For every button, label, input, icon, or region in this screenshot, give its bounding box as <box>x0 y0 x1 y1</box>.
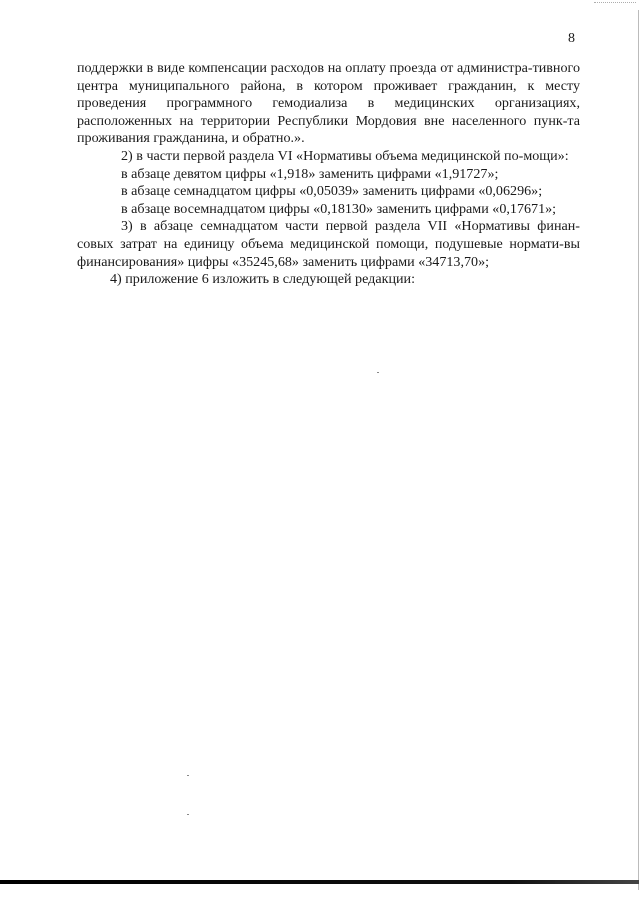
paragraph-item-2: 2) в части первой раздела VI «Нормативы объема медицинской по-мощи»: <box>121 147 569 164</box>
scan-bottom-edge <box>0 880 639 884</box>
document-body <box>77 60 580 289</box>
paragraph-item-3: 3) в абзаце семнадцатом части первой раздела VII «Нормативы финан-совых затрат на единицу объема медицинской помощи, подушевые нормати-вы финансирования» цифры «35245,68» заменить цифрами «34713,70»; <box>77 218 580 270</box>
scan-speck <box>187 775 189 776</box>
page-number: 8 <box>568 31 575 46</box>
scan-corner-mark <box>594 2 636 9</box>
scan-speck <box>377 372 379 373</box>
paragraph-amendment-eighteenth: в абзаце восемнадцатом цифры «0,18130» заменить цифрами «0,17671»; <box>121 200 557 217</box>
scan-speck <box>187 814 189 815</box>
paragraph-amendment-ninth: в абзаце девятом цифры «1,918» заменить цифрами «1,91727»; <box>121 165 499 182</box>
paragraph-item-4: 4) приложение 6 изложить в следующей редакции: <box>110 271 415 288</box>
paragraph-amendment-seventeenth: в абзаце семнадцатом цифры «0,05039» заменить цифрами «0,06296»; <box>121 183 543 200</box>
paragraph-continuation: поддержки в виде компенсации расходов на оплату проезда от администра-тивного центра муниципального района, в котором проживает гражданин, к месту проведения программного гемодиализа в медицинских организациях, расположенных на территории Республики Мордовия вне населенного пунк-та проживания гражданина, и обратно.». <box>77 60 580 147</box>
